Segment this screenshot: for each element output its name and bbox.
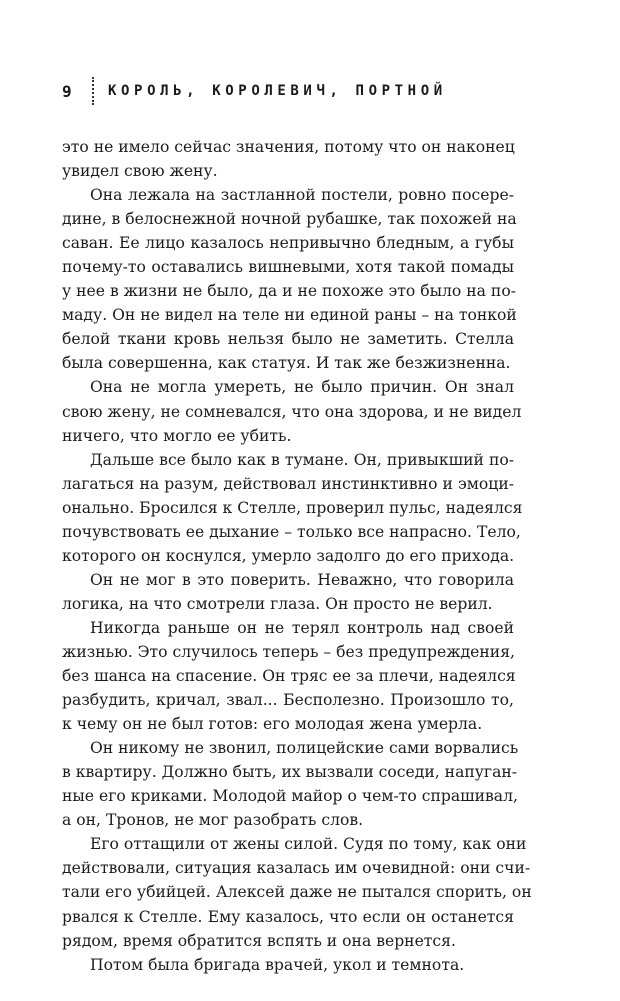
paragraph (62, 832, 532, 952)
text-line: Потом была бригада врачей, укол и темнота. (90, 955, 465, 974)
header-divider (92, 77, 94, 105)
text-line: лагаться на разум, действовал инстинктивно и эмоци- (62, 474, 514, 493)
paragraph (62, 568, 514, 616)
text-line: белой ткани кровь нельзя было не заметить. Стелла (62, 330, 514, 349)
paragraph (62, 135, 514, 183)
text-line: ничего, что могло ее убить. (62, 426, 292, 445)
text-line: Она лежала на застланной постели, ровно посере- (90, 186, 514, 205)
text-line: дине, в белоснежной ночной рубашке, так похожей на (62, 210, 517, 229)
text-line: онально. Бросился к Стелле, проверил пульс, надеялся (62, 498, 523, 517)
paragraph (62, 953, 514, 977)
text-line: действовали, ситуация казалась им очевидной: они счи- (62, 859, 531, 878)
text-line: была совершенна, как статуя. И так же безжизненна. (62, 354, 511, 373)
text-line: у нее в жизни не было, да и не похоже это было на по- (62, 282, 516, 301)
text-line: Никогда раньше он не терял контроль над своей (90, 618, 514, 637)
text-line: которого он коснулся, умерло задолго до его прихода. (62, 546, 515, 565)
chapter-title: КОРОЛЬ, КОРОЛЕВИЧ, ПОРТНОЙ (108, 83, 447, 99)
paragraph (62, 616, 514, 736)
text-line: это не имело сейчас значения, потому что он наконец (62, 138, 515, 156)
running-head (62, 76, 447, 106)
text-line: маду. Он не видел на теле ни единой раны – на тонкой (62, 306, 517, 325)
text-line: почему-то оставались вишневыми, хотя такой помады (62, 258, 514, 277)
text-line: логика, на что смотрели глаза. Он просто не верил. (62, 594, 493, 613)
text-line: без шанса на спасение. Он тряс ее за плечи, надеялся (62, 667, 516, 686)
text-line: к чему он не был готов: его молодая жена умерла. (62, 715, 483, 734)
text-line: Он никому не звонил, полицейские сами ворвались (90, 739, 519, 758)
text-line: рядом, время обратится вспять и она вернется. (62, 931, 456, 950)
paragraph (62, 448, 523, 568)
page-number: 9 (62, 81, 73, 101)
text-line: жизнью. Это случилось теперь – без предупреждения, (62, 642, 515, 661)
text-line: свою жену, не сомневался, что она здорова, и не видел (62, 402, 522, 421)
text-line: Она не могла умереть, не было причин. Он знал (90, 378, 514, 397)
text-line: Его оттащили от жены силой. Судя по тому, как они (90, 835, 527, 854)
text-line: Он не мог в это поверить. Неважно, что говорила (90, 570, 514, 589)
paragraph (62, 736, 519, 832)
text-line: увидел свою жену. (62, 162, 218, 181)
text-line: а он, Тронов, не мог разобрать слов. (62, 811, 364, 830)
paragraph (62, 375, 522, 447)
text-line: рвался к Стелле. Ему казалось, что если он останется (62, 907, 514, 926)
text-line: Дальше все было как в тумане. Он, привыкший по- (90, 450, 514, 469)
text-line: почувствовать ее дыхание – только все напрасно. Тело, (62, 522, 521, 541)
paragraph (62, 183, 517, 375)
text-line: разбудить, кричал, звал... Бесполезно. Произошло то, (62, 691, 514, 710)
text-line: тали его убийцей. Алексей даже не пытался спорить, он (62, 883, 532, 902)
text-line: саван. Ее лицо казалось непривычно бледным, а губы (62, 234, 514, 253)
text-line: в квартиру. Должно быть, их вызвали соседи, напуган- (62, 763, 518, 782)
body-text (62, 135, 532, 977)
text-line: ные его криками. Молодой майор о чем-то спрашивал, (62, 787, 518, 806)
